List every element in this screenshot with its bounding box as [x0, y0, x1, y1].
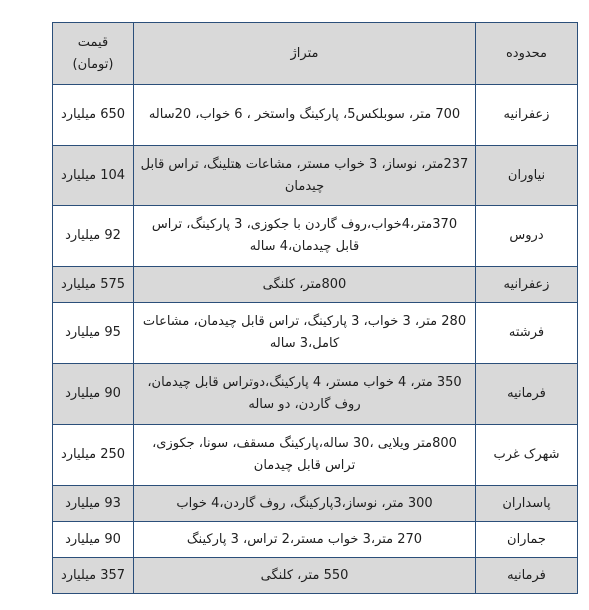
table-row: [53, 558, 578, 594]
cell-area: پاسداران: [476, 486, 578, 522]
cell-area: فرمانیه: [476, 558, 578, 594]
cell-desc: 350 متر، 4 خواب مستر، 4 پارکینگ،دوتراس قابل چیدمان، روف گاردن، دو ساله: [134, 364, 476, 425]
cell-price: 357 میلیارد: [53, 558, 134, 594]
header-price: قیمت (تومان): [53, 23, 134, 85]
cell-desc: 270 متر،3 خواب مستر،2 تراس، 3 پارکینگ: [134, 522, 476, 558]
cell-price: 650 میلیارد: [53, 85, 134, 146]
cell-area: زعفرانیه: [476, 85, 578, 146]
cell-price: 90 میلیارد: [53, 364, 134, 425]
table-row: [53, 364, 578, 425]
cell-desc: 280 متر، 3 خواب، 3 پارکینگ، تراس قابل چیدمان، مشاعات کامل،3 ساله: [134, 303, 476, 364]
cell-price: 95 میلیارد: [53, 303, 134, 364]
cell-price: 575 میلیارد: [53, 267, 134, 303]
cell-price: 92 میلیارد: [53, 206, 134, 267]
header-row: [53, 23, 578, 85]
cell-desc: 700 متر، سوبلکس5، پارکینگ واستخر ، 6 خواب، 20ساله: [134, 85, 476, 146]
table-row: [53, 267, 578, 303]
cell-area: زعفرانیه: [476, 267, 578, 303]
cell-price: 90 میلیارد: [53, 522, 134, 558]
table-row: [53, 85, 578, 146]
cell-desc: 237متر، نوساز، 3 خواب مستر، مشاعات هتلینگ، تراس قابل چیدمان: [134, 146, 476, 206]
cell-desc: 800متر ویلایی ،30 ساله،پارکینگ مسقف، سونا، جکوزی، تراس قابل چیدمان: [134, 425, 476, 486]
cell-price: 104 میلیارد: [53, 146, 134, 206]
cell-area: جماران: [476, 522, 578, 558]
property-price-table: [52, 22, 578, 594]
table-row: [53, 425, 578, 486]
table-row: [53, 206, 578, 267]
header-desc: متراژ: [134, 23, 476, 85]
table-row: [53, 146, 578, 206]
cell-area: شهرک غرب: [476, 425, 578, 486]
cell-price: 93 میلیارد: [53, 486, 134, 522]
cell-desc: 370متر،4خواب،روف گاردن با جکوزی، 3 پارکینگ، تراس قابل چیدمان،4 ساله: [134, 206, 476, 267]
cell-area: فرشته: [476, 303, 578, 364]
header-area: محدوده: [476, 23, 578, 85]
cell-price: 250 میلیارد: [53, 425, 134, 486]
cell-desc: 800متر، کلنگی: [134, 267, 476, 303]
cell-desc: 300 متر، نوساز،3پارکینگ، روف گاردن،4 خواب: [134, 486, 476, 522]
table-row: [53, 522, 578, 558]
cell-area: دروس: [476, 206, 578, 267]
table-row: [53, 486, 578, 522]
cell-area: نیاوران: [476, 146, 578, 206]
cell-desc: 550 متر، کلنگی: [134, 558, 476, 594]
cell-area: فرمانیه: [476, 364, 578, 425]
table-row: [53, 303, 578, 364]
